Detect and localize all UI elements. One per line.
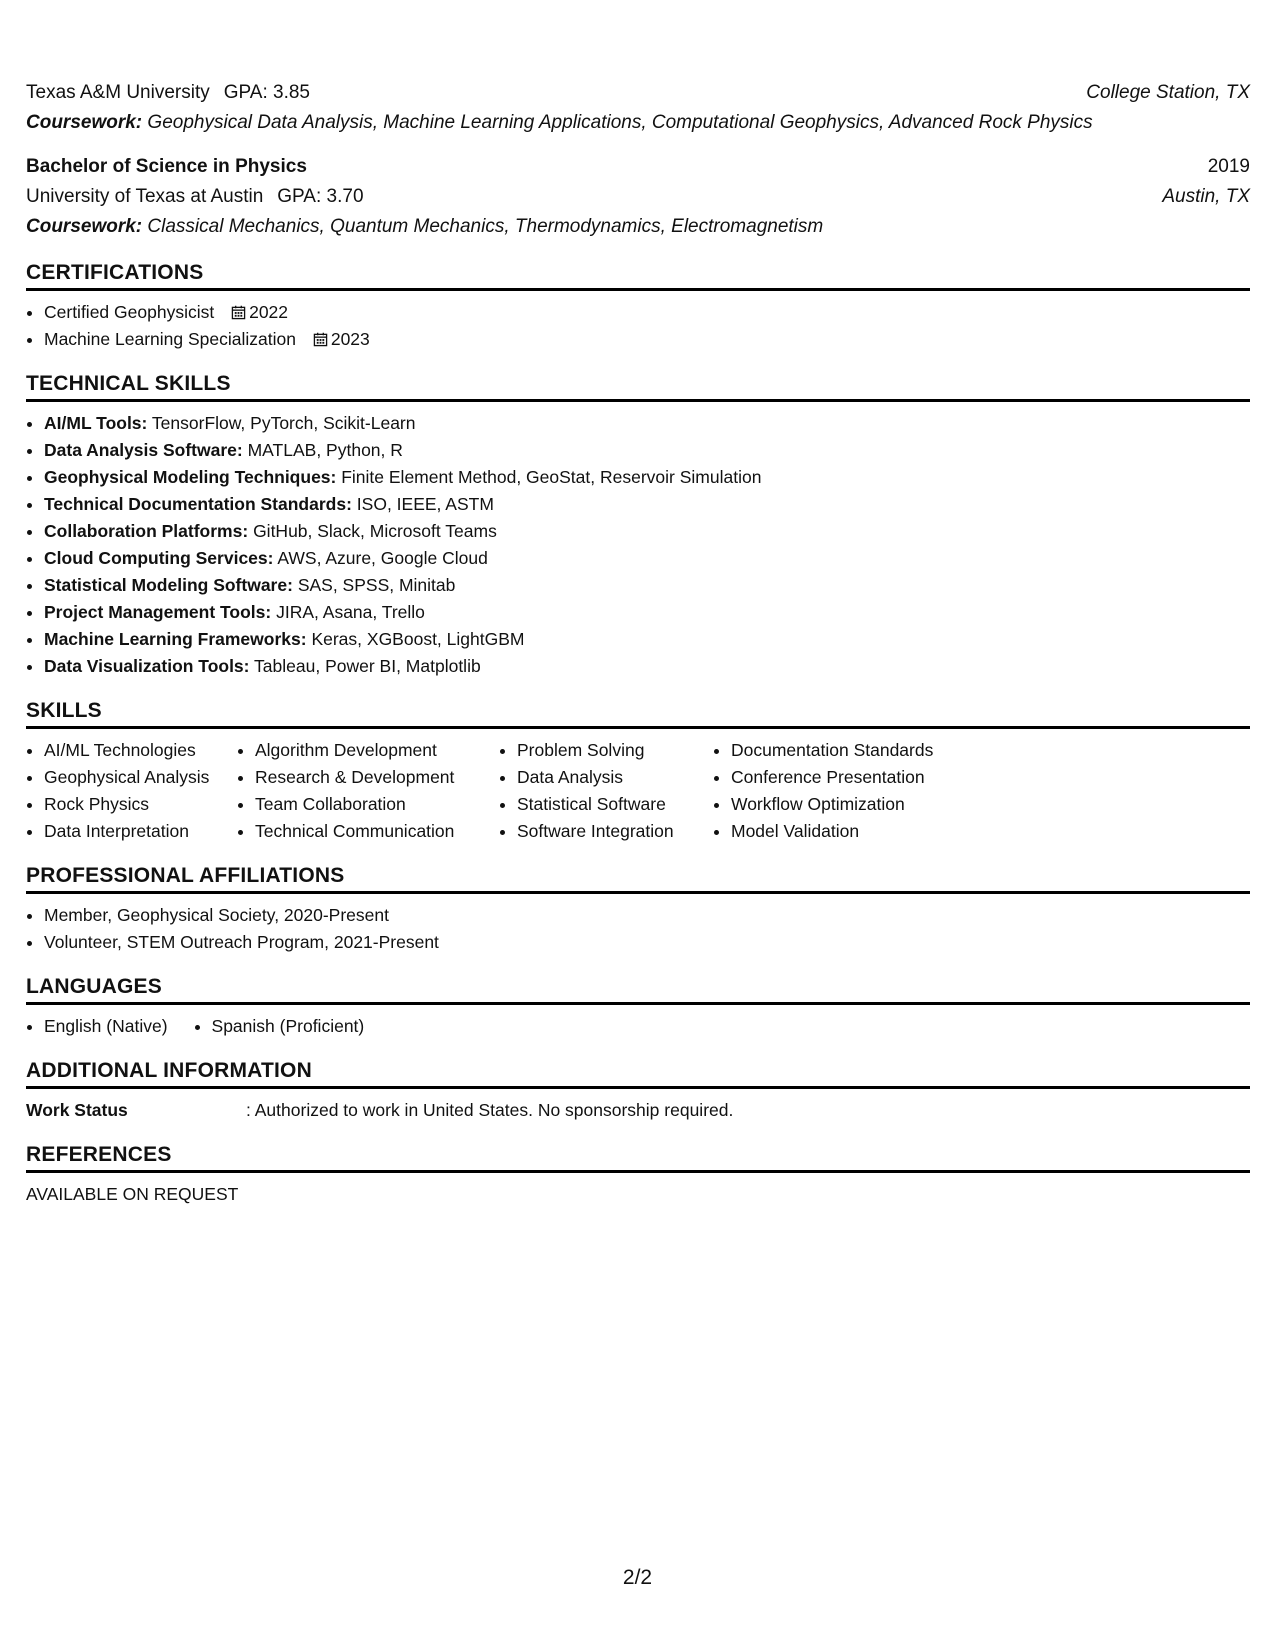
skill-category: Geophysical Modeling Techniques: <box>44 467 337 487</box>
skill-category: Project Management Tools: <box>44 602 272 622</box>
skills-column <box>26 737 237 845</box>
skill-category: Cloud Computing Services: <box>44 548 274 568</box>
certification-year: 2023 <box>330 329 370 349</box>
coursework-list: Classical Mechanics, Quantum Mechanics, Thermodynamics, Electromagnetism <box>147 216 824 237</box>
section-title: LANGUAGES <box>26 974 1250 1005</box>
list-item: • Data Interpretation <box>44 818 237 845</box>
skill-category: Machine Learning Frameworks: <box>44 629 307 649</box>
skill-category: Data Analysis Software: <box>44 440 243 460</box>
education-institution: Texas A&M University <box>26 82 210 103</box>
coursework-label: Coursework: <box>26 112 143 133</box>
list-item: • Problem Solving <box>517 737 713 764</box>
skill-values: SAS, SPSS, Minitab <box>297 575 456 595</box>
list-item: • English (Native) <box>44 1013 168 1040</box>
coursework-label: Coursework: <box>26 216 143 237</box>
education-entry <box>26 78 1250 138</box>
education-institution-group <box>26 182 364 212</box>
skill-category: Collaboration Platforms: <box>44 521 249 541</box>
resume-page <box>26 78 1250 1208</box>
page-number: 2/2 <box>622 1566 653 1589</box>
list-item <box>44 299 1250 326</box>
education-location: Austin, TX <box>1162 186 1250 207</box>
skill-values: JIRA, Asana, Trello <box>276 602 425 622</box>
education-year: 2019 <box>1207 156 1250 177</box>
spacer <box>26 138 1250 152</box>
list-item: • Spanish (Proficient) <box>212 1013 365 1040</box>
list-item: • Documentation Standards <box>731 737 1011 764</box>
list-item <box>44 599 1250 626</box>
calendar-icon <box>231 305 246 320</box>
skills-column <box>499 737 713 845</box>
affiliations-section <box>26 863 1250 956</box>
technical-skills-section <box>26 371 1250 680</box>
skill-values: GitHub, Slack, Microsoft Teams <box>253 521 497 541</box>
list-item: • Research & Development <box>255 764 499 791</box>
skill-category: Technical Documentation Standards: <box>44 494 352 514</box>
list-item: • Rock Physics <box>44 791 237 818</box>
list-item: • Technical Communication <box>255 818 499 845</box>
languages-list <box>26 1013 1250 1040</box>
education-gpa: GPA: 3.85 <box>223 82 310 103</box>
certification-year: 2022 <box>249 302 289 322</box>
certifications-section <box>26 260 1250 353</box>
skill-values: ISO, IEEE, ASTM <box>356 494 494 514</box>
section-title: SKILLS <box>26 698 1250 729</box>
certification-name: Certified Geophysicist <box>44 302 215 322</box>
education-coursework <box>26 108 1250 138</box>
references-section <box>26 1142 1250 1208</box>
education-institution-row <box>26 78 1250 108</box>
section-title: TECHNICAL SKILLS <box>26 371 1250 402</box>
list-item: • Algorithm Development <box>255 737 499 764</box>
skills-column <box>237 737 499 845</box>
education-institution-group <box>26 78 310 108</box>
skills-column <box>713 737 1011 845</box>
skills-grid <box>26 737 1250 845</box>
list-item: • Conference Presentation <box>731 764 1011 791</box>
list-item: • Statistical Software <box>517 791 713 818</box>
skill-values: TensorFlow, PyTorch, Scikit-Learn <box>151 413 416 433</box>
skill-category: Statistical Modeling Software: <box>44 575 293 595</box>
list-item: • Model Validation <box>731 818 1011 845</box>
list-item: • Software Integration <box>517 818 713 845</box>
education-degree: Bachelor of Science in Physics <box>26 156 307 177</box>
coursework-list: Geophysical Data Analysis, Machine Learning Applications, Computational Geophysics, Advanced Rock Physics <box>147 112 1093 133</box>
calendar-icon <box>313 332 328 347</box>
references-text: AVAILABLE ON REQUEST <box>26 1184 239 1204</box>
education-institution-row <box>26 182 1250 212</box>
list-item <box>44 410 1250 437</box>
education-coursework <box>26 212 1250 242</box>
section-title: ADDITIONAL INFORMATION <box>26 1058 1250 1089</box>
certification-name: Machine Learning Specialization <box>44 329 296 349</box>
list-item <box>44 653 1250 680</box>
education-institution: University of Texas at Austin <box>26 186 264 207</box>
list-item <box>44 437 1250 464</box>
skill-category: Data Visualization Tools: <box>44 656 250 676</box>
list-item: • Workflow Optimization <box>731 791 1011 818</box>
list-item <box>44 518 1250 545</box>
list-item: • AI/ML Technologies <box>44 737 237 764</box>
list-item <box>44 326 1250 353</box>
list-item: • Member, Geophysical Society, 2020-Present <box>44 902 1250 929</box>
section-title: CERTIFICATIONS <box>26 260 1250 291</box>
work-status-row <box>26 1097 1250 1124</box>
skill-values: MATLAB, Python, R <box>247 440 403 460</box>
technical-skills-list <box>26 410 1250 680</box>
affiliations-list <box>26 902 1250 956</box>
work-status-value: : Authorized to work in United States. No sponsorship required. <box>246 1100 734 1120</box>
skill-values: Finite Element Method, GeoStat, Reservoir Simulation <box>341 467 762 487</box>
skills-section <box>26 698 1250 845</box>
list-item: • Data Analysis <box>517 764 713 791</box>
skill-values: Tableau, Power BI, Matplotlib <box>254 656 481 676</box>
list-item <box>44 626 1250 653</box>
languages-section <box>26 974 1250 1040</box>
education-entry <box>26 152 1250 242</box>
certifications-list <box>26 299 1250 353</box>
list-item: • Geophysical Analysis <box>44 764 237 791</box>
work-status-label: Work Status <box>26 1100 128 1120</box>
list-item <box>44 491 1250 518</box>
education-gpa: GPA: 3.70 <box>277 186 364 207</box>
skill-values: AWS, Azure, Google Cloud <box>277 548 488 568</box>
section-title: PROFESSIONAL AFFILIATIONS <box>26 863 1250 894</box>
additional-info-section <box>26 1058 1250 1124</box>
section-title: REFERENCES <box>26 1142 1250 1173</box>
skill-values: Keras, XGBoost, LightGBM <box>311 629 525 649</box>
list-item <box>44 572 1250 599</box>
list-item <box>44 464 1250 491</box>
education-degree-row <box>26 152 1250 182</box>
skill-category: AI/ML Tools: <box>44 413 148 433</box>
education-location: College Station, TX <box>1086 82 1250 103</box>
list-item: • Volunteer, STEM Outreach Program, 2021-Present <box>44 929 1250 956</box>
list-item: • Team Collaboration <box>255 791 499 818</box>
list-item <box>44 545 1250 572</box>
